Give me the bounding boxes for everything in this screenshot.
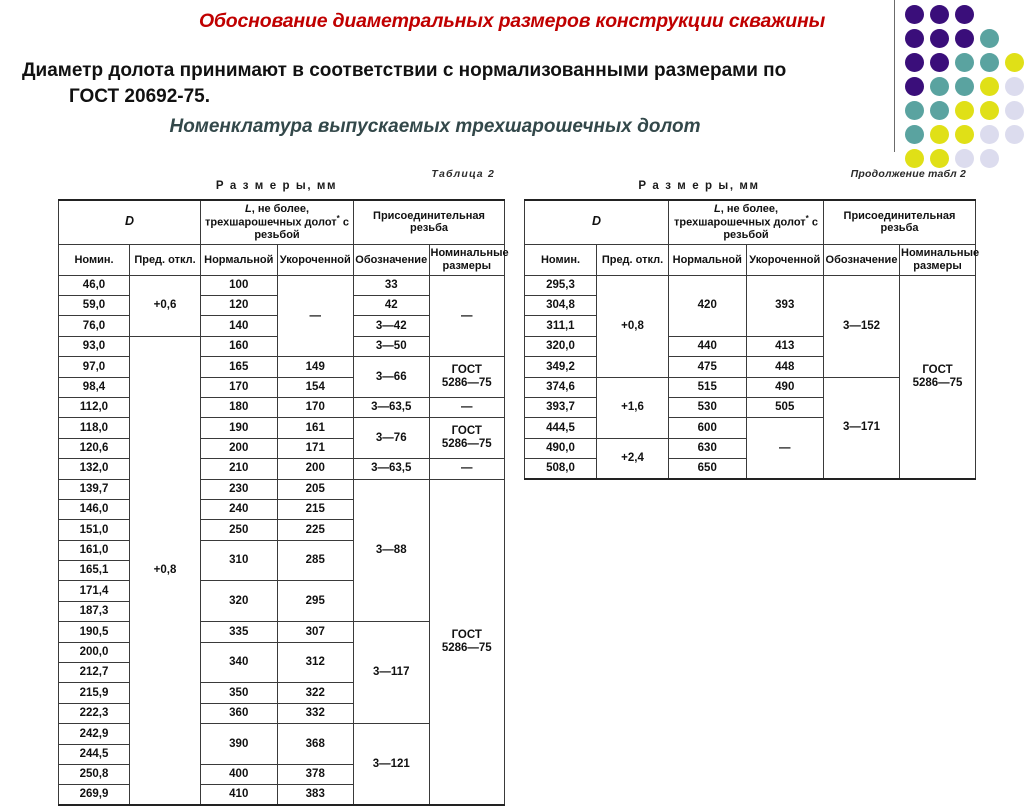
bit-sizes-table-part-1	[58, 168, 509, 806]
cell-designation: 3—171	[824, 377, 900, 479]
header-designation: Обозначение	[354, 244, 430, 275]
cell-nominal-size: —	[429, 275, 505, 357]
header-nominal-sizes: Номинальные размеры	[429, 244, 505, 275]
header-group-length: L, не более, трехшарошечных долот* с резьбой	[201, 200, 354, 244]
cell-shortened-length: 378	[277, 764, 354, 784]
cell-nominal-diameter: 250,8	[59, 764, 130, 784]
cell-nominal-size: ГОСТ 5286—75	[429, 479, 505, 805]
cell-nominal-diameter: 187,3	[59, 601, 130, 621]
cell-nominal-diameter: 374,6	[525, 377, 597, 397]
cell-designation: 3—121	[354, 724, 430, 806]
cell-nominal-diameter: 97,0	[59, 357, 130, 377]
cell-normal-length: 100	[201, 275, 278, 295]
header-normal: Нормальной	[669, 244, 747, 275]
bit-sizes-table-part-2	[524, 168, 980, 480]
cell-nominal-diameter: 269,9	[59, 785, 130, 805]
cell-nominal-diameter: 165,1	[59, 561, 130, 581]
cell-nominal-diameter: 120,6	[59, 438, 130, 458]
cell-designation: 3—63,5	[354, 397, 430, 417]
cell-normal-length: 530	[669, 397, 747, 417]
cell-normal-length: 200	[201, 438, 278, 458]
cell-normal-length: 210	[201, 459, 278, 479]
cell-designation: 3—63,5	[354, 459, 430, 479]
cell-normal-length: 515	[669, 377, 747, 397]
cell-nominal-diameter: 320,0	[525, 336, 597, 356]
page-title: Обоснование диаметральных размеров конструкции скважины	[198, 10, 826, 32]
header-group-d: D	[59, 200, 201, 244]
cell-nominal-size: ГОСТ 5286—75	[429, 357, 505, 398]
cell-designation: 3—76	[354, 418, 430, 459]
cell-normal-length: 230	[201, 479, 278, 499]
cell-normal-length: 190	[201, 418, 278, 438]
cell-deviation: +0,8	[597, 275, 669, 377]
header-nominal: Номин.	[59, 244, 130, 275]
cell-designation: 3—88	[354, 479, 430, 622]
cell-shortened-length: 295	[277, 581, 354, 622]
header-deviation: Пред. откл.	[130, 244, 201, 275]
header-deviation: Пред. откл.	[597, 244, 669, 275]
cell-nominal-diameter: 161,0	[59, 540, 130, 560]
cell-shortened-length: 170	[277, 397, 354, 417]
cell-normal-length: 340	[201, 642, 278, 683]
cell-shortened-length: 149	[277, 357, 354, 377]
cell-shortened-length: —	[746, 418, 824, 479]
cell-nominal-diameter: 139,7	[59, 479, 130, 499]
cell-nominal-diameter: 151,0	[59, 520, 130, 540]
header-group-length: L, не более, трехшарошечных долот* с резьбой	[669, 200, 824, 244]
table-units-label-right: Р а з м е р ы, мм	[638, 180, 760, 192]
cell-shortened-length: 505	[746, 397, 824, 417]
cell-normal-length: 140	[201, 316, 278, 336]
cell-shortened-length: 490	[746, 377, 824, 397]
cell-nominal-diameter: 295,3	[525, 275, 597, 295]
cell-nominal-diameter: 93,0	[59, 336, 130, 356]
cell-normal-length: 350	[201, 683, 278, 703]
header-designation: Обозначение	[824, 244, 900, 275]
cell-deviation: +0,8	[130, 336, 201, 805]
cell-nominal-diameter: 215,9	[59, 683, 130, 703]
cell-shortened-length: 161	[277, 418, 354, 438]
header-nominal-sizes: Номинальные размеры	[900, 244, 976, 275]
cell-normal-length: 310	[201, 540, 278, 581]
table-units-label-left: Р а з м е р ы, мм	[215, 180, 338, 192]
cell-nominal-diameter: 244,5	[59, 744, 130, 764]
table-caption-left: Таблица 2	[431, 168, 495, 180]
cell-designation: 3—42	[354, 316, 430, 336]
header-group-d: D	[525, 200, 669, 244]
header-group-thread: Присоединительная резьба	[824, 200, 976, 244]
header-shortened: Укороченной	[746, 244, 824, 275]
cell-nominal-diameter: 146,0	[59, 499, 130, 519]
decor-dot	[905, 149, 924, 168]
cell-shortened-length: 171	[277, 438, 354, 458]
decor-dot	[1005, 77, 1024, 96]
cell-nominal-diameter: 311,1	[525, 316, 597, 336]
cell-designation: 3—117	[354, 622, 430, 724]
cell-designation: 3—50	[354, 336, 430, 356]
cell-nominal-diameter: 132,0	[59, 459, 130, 479]
lead-paragraph-line-2: ГОСТ 20692-75.	[69, 86, 211, 108]
cell-normal-length: 335	[201, 622, 278, 642]
cell-normal-length: 390	[201, 724, 278, 765]
cell-normal-length: 170	[201, 377, 278, 397]
cell-designation: 3—66	[354, 357, 430, 398]
cell-shortened-length: 307	[277, 622, 354, 642]
cell-nominal-diameter: 98,4	[59, 377, 130, 397]
cell-shortened-length: —	[277, 275, 354, 357]
cell-normal-length: 250	[201, 520, 278, 540]
cell-normal-length: 120	[201, 295, 278, 315]
cell-nominal-size: ГОСТ 5286—75	[900, 275, 976, 479]
header-group-thread: Присоединительная резьба	[354, 200, 505, 244]
decor-dot	[955, 125, 974, 144]
cell-normal-length: 410	[201, 785, 278, 805]
cell-shortened-length: 215	[277, 499, 354, 519]
cell-shortened-length: 322	[277, 683, 354, 703]
cell-normal-length: 240	[201, 499, 278, 519]
cell-normal-length: 475	[669, 357, 747, 377]
cell-deviation: +0,6	[130, 275, 201, 336]
cell-designation: 42	[354, 295, 430, 315]
cell-shortened-length: 413	[746, 336, 824, 356]
lead-paragraph	[22, 58, 1002, 110]
cell-normal-length: 180	[201, 397, 278, 417]
cell-nominal-size: ГОСТ 5286—75	[429, 418, 505, 459]
cell-nominal-diameter: 112,0	[59, 397, 130, 417]
cell-deviation: +1,6	[597, 377, 669, 438]
cell-nominal-diameter: 76,0	[59, 316, 130, 336]
cell-normal-length: 165	[201, 357, 278, 377]
cell-nominal-diameter: 490,0	[525, 438, 597, 458]
table-row	[59, 418, 505, 438]
cell-shortened-length: 312	[277, 642, 354, 683]
decor-dot	[1005, 53, 1024, 72]
cell-shortened-length: 448	[746, 357, 824, 377]
cell-shortened-length: 368	[277, 724, 354, 765]
header-nominal: Номин.	[525, 244, 597, 275]
cell-normal-length: 420	[669, 275, 747, 336]
table-row	[59, 275, 505, 295]
decor-dot	[980, 149, 999, 168]
decor-dot	[905, 125, 924, 144]
cell-shortened-length: 393	[746, 275, 824, 336]
decor-dot	[1005, 101, 1024, 120]
cell-nominal-diameter: 242,9	[59, 724, 130, 744]
cell-designation: 3—152	[824, 275, 900, 377]
cell-normal-length: 440	[669, 336, 747, 356]
decor-dot	[930, 125, 949, 144]
cell-nominal-diameter: 171,4	[59, 581, 130, 601]
decor-dot	[930, 149, 949, 168]
cell-nominal-diameter: 46,0	[59, 275, 130, 295]
cell-nominal-diameter: 508,0	[525, 459, 597, 479]
cell-nominal-diameter: 304,8	[525, 295, 597, 315]
cell-normal-length: 630	[669, 438, 747, 458]
cell-nominal-diameter: 200,0	[59, 642, 130, 662]
cell-normal-length: 600	[669, 418, 747, 438]
cell-normal-length: 400	[201, 764, 278, 784]
cell-nominal-diameter: 212,7	[59, 663, 130, 683]
cell-deviation: +2,4	[597, 438, 669, 479]
cell-normal-length: 320	[201, 581, 278, 622]
cell-shortened-length: 205	[277, 479, 354, 499]
cell-shortened-length: 285	[277, 540, 354, 581]
cell-shortened-length: 200	[277, 459, 354, 479]
cell-normal-length: 650	[669, 459, 747, 479]
cell-nominal-diameter: 444,5	[525, 418, 597, 438]
section-subtitle: Номенклатура выпускаемых трехшарошечных долот	[169, 116, 701, 137]
table-row	[59, 459, 505, 479]
table-caption-right: Продолжение табл 2	[850, 168, 966, 180]
cell-shortened-length: 225	[277, 520, 354, 540]
cell-designation: 33	[354, 275, 430, 295]
cell-nominal-size: —	[429, 459, 505, 479]
lead-paragraph-line-1: Диаметр долота принимают в соответствии с нормализованными размерами по	[22, 60, 787, 81]
cell-nominal-diameter: 393,7	[525, 397, 597, 417]
cell-nominal-diameter: 190,5	[59, 622, 130, 642]
cell-nominal-diameter: 118,0	[59, 418, 130, 438]
cell-normal-length: 360	[201, 703, 278, 723]
cell-shortened-length: 383	[277, 785, 354, 805]
cell-nominal-diameter: 59,0	[59, 295, 130, 315]
cell-normal-length: 160	[201, 336, 278, 356]
table-row	[59, 357, 505, 377]
cell-nominal-diameter: 222,3	[59, 703, 130, 723]
header-shortened: Укороченной	[277, 244, 354, 275]
table-row	[59, 479, 505, 499]
cell-shortened-length: 332	[277, 703, 354, 723]
decor-dot	[980, 125, 999, 144]
cell-nominal-size: —	[429, 397, 505, 417]
cell-shortened-length: 154	[277, 377, 354, 397]
cell-nominal-diameter: 349,2	[525, 357, 597, 377]
table-row	[59, 397, 505, 417]
decor-dot	[1005, 125, 1024, 144]
decor-dot	[955, 149, 974, 168]
table-row	[525, 275, 976, 295]
header-normal: Нормальной	[201, 244, 278, 275]
